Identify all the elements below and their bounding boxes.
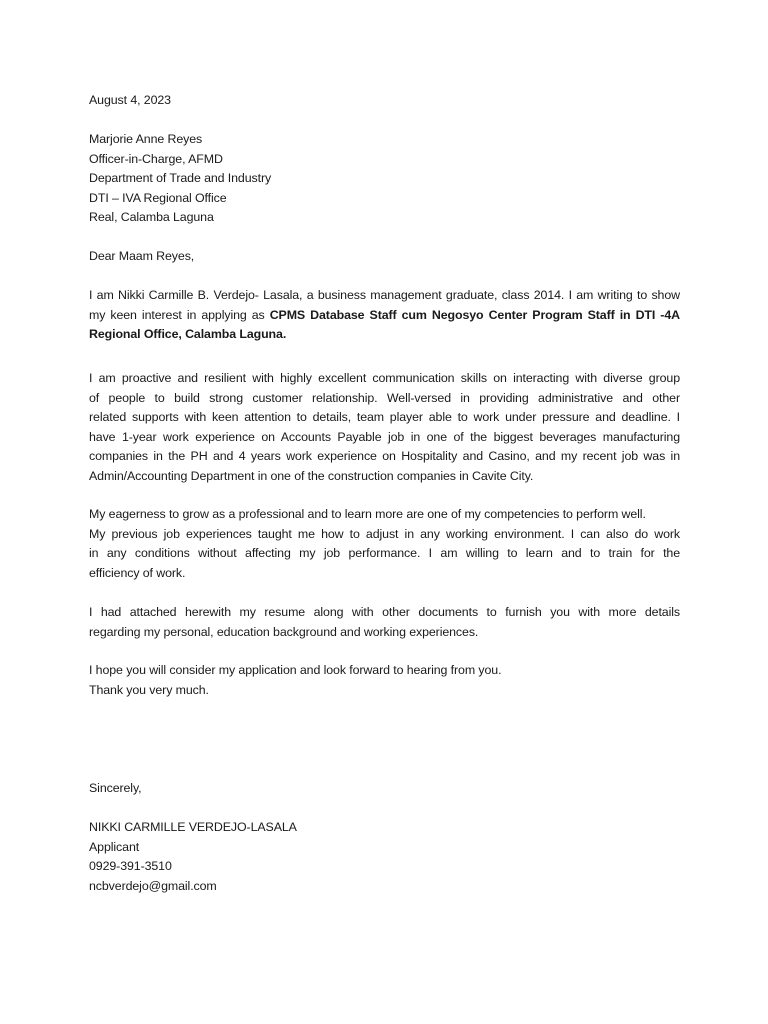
intro-line-2 — [89, 306, 680, 326]
signature-email: ncbverdejo@gmail.com — [89, 878, 217, 893]
recipient-title: Officer-in-Charge, AFMD — [89, 151, 223, 166]
attachments-line: I had attached herewith my resume along with other documents to furnish you with more details — [89, 605, 680, 619]
signature-name: NIKKI CARMILLE VERDEJO-LASALA — [89, 820, 297, 834]
paragraph-closing-remarks — [89, 661, 680, 700]
signature-role: Applicant — [89, 839, 140, 854]
intro-line-2-plain: my keen interest in applying as — [89, 307, 270, 322]
recipient-address: Real, Calamba Laguna — [89, 210, 214, 224]
eagerness-line: My eagerness to grow as a professional and to learn more are one of my competencies to perform well. — [89, 507, 646, 521]
paragraph-qualifications — [89, 369, 680, 486]
paragraph-eagerness — [89, 505, 680, 583]
recipient-block — [89, 130, 680, 228]
qualifications-line: companies in the PH and 4 years work experience on Hospitality and Casino, and my recent job was in — [89, 449, 680, 463]
recipient-office: DTI – IVA Regional Office — [89, 190, 227, 205]
attachments-line: regarding my personal, education background and working experiences. — [89, 624, 479, 639]
eagerness-line: My previous job experiences taught me how to adjust in any working environment. I can also do work — [89, 526, 680, 541]
closing: Sincerely, — [89, 781, 142, 795]
position-office: Regional Office, Calamba Laguna. — [89, 327, 287, 341]
recipient-name: Marjorie Anne Reyes — [89, 132, 203, 146]
qualifications-line: related supports with keen attention to details, team player able to work under pressure and deadline. I — [89, 410, 680, 424]
signature-block — [89, 818, 680, 896]
recipient-department: Department of Trade and Industry — [89, 171, 272, 185]
qualifications-line: have 1-year work experience on Accounts Payable job in one of the biggest beverages manufacturing — [89, 429, 680, 444]
signature-phone: 0929-391-3510 — [89, 859, 172, 873]
letter-date: August 4, 2023 — [89, 93, 171, 107]
eagerness-line: efficiency of work. — [89, 565, 186, 580]
paragraph-intro — [89, 286, 680, 345]
paragraph-attachments — [89, 603, 680, 642]
intro-line-1: I am Nikki Carmille B. Verdejo- Lasala, a business management graduate, class 2014. I am writing to show — [89, 288, 680, 302]
closing-remarks-line: Thank you very much. — [89, 682, 209, 697]
qualifications-line: of people to build strong customer relationship. Well-versed in providing administrative and other — [89, 390, 680, 405]
qualifications-line: Admin/Accounting Department in one of the construction companies in Cavite City. — [89, 468, 534, 483]
salutation: Dear Maam Reyes, — [89, 249, 195, 263]
position-title: CPMS Database Staff cum Negosyo Center Program Staff in DTI -4A — [269, 307, 680, 322]
qualifications-line: I am proactive and resilient with highly excellent communication skills on interacting with diverse group — [89, 371, 680, 385]
eagerness-line: in any conditions without affecting my job performance. I am willing to learn and to train for the — [89, 546, 680, 560]
closing-remarks-line: I hope you will consider my application and look forward to hearing from you. — [89, 663, 502, 677]
